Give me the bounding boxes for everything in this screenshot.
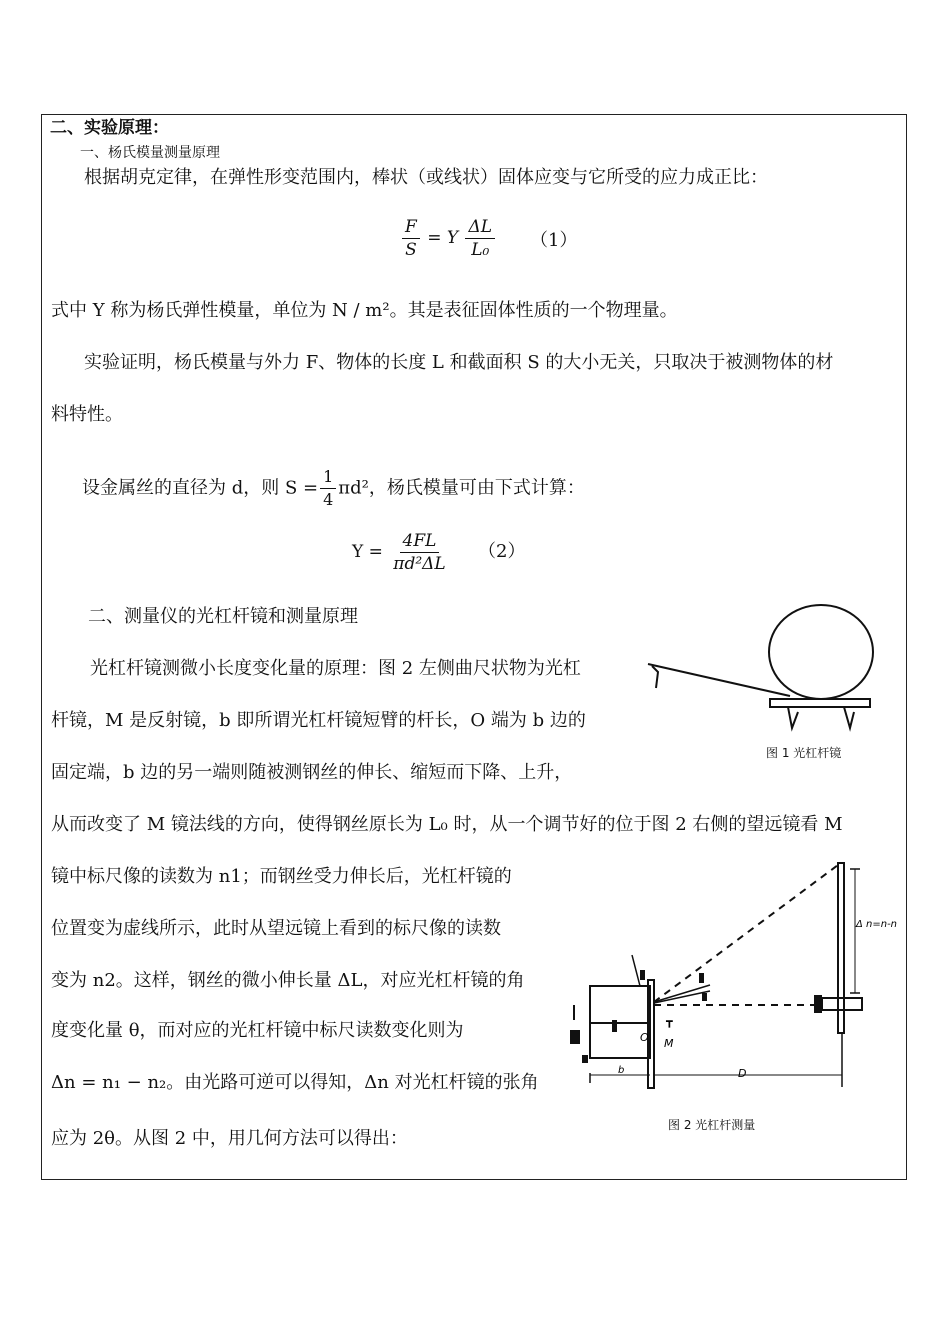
figure-1-optical-lever: [640, 600, 885, 770]
eq1-rhs-num: ΔL: [465, 216, 495, 239]
marker-mid: [612, 1020, 617, 1032]
paragraph-lever-4: 从而改变了 M 镜法线的方向，使得钢丝原长为 L₀ 时，从一个调节好的位于图 2 右侧的望远镜看 M: [51, 814, 843, 835]
eq1-rhs-den: L₀: [471, 240, 490, 260]
fig2-label-M: M: [664, 1037, 674, 1050]
eq1-lhs-den: S: [405, 240, 417, 260]
diameter-text-a: 设金属丝的直径为 d，则 S =: [82, 477, 319, 499]
figure-2-caption: 图 2 光杠杆测量: [668, 1118, 756, 1132]
lever-foot: [652, 666, 658, 688]
lever-platform: [770, 699, 870, 707]
marker-top: [640, 970, 645, 980]
platform-leg-right: [844, 707, 854, 728]
equation-1: [400, 216, 497, 261]
paragraph-unit: 式中 Y 称为杨氏弹性模量，单位为 N / m²。其是表征固体性质的一个物理量。: [51, 300, 678, 321]
lever-arm: [648, 664, 790, 696]
paragraph-diameter: [82, 466, 585, 511]
lever-needle: [632, 955, 640, 986]
telescope-eyepiece: [814, 995, 822, 1013]
paragraph-lever-9: Δn = n₁ − n₂。由光路可逆可以得知，Δn 对光杠杆镜的张角: [51, 1072, 539, 1093]
fig2-label-b: b: [618, 1065, 625, 1076]
platform-leg-left: [788, 707, 798, 728]
paragraph-lever-1: 光杠杆镜测微小长度变化量的原理：图 2 左侧曲尺状物为光杠: [90, 658, 581, 679]
paragraph-lever-5: 镜中标尺像的读数为 n1；而钢丝受力伸长后，光杠杆镜的: [51, 866, 512, 887]
marker-left: [570, 1030, 580, 1044]
eq2-lhs: Y =: [352, 542, 383, 562]
eq2-den: πd²ΔL: [393, 554, 446, 574]
section-heading: 二、实验原理：: [50, 118, 169, 138]
eq2-num: 4FL: [400, 530, 440, 553]
figure-2-measurement: [560, 855, 905, 1095]
marker-bottom: [582, 1055, 588, 1063]
fig2-label-dn: Δ n=n-n: [856, 919, 898, 930]
marker-ray: [699, 973, 704, 983]
diameter-frac-num: 1: [320, 466, 336, 489]
subsection-title-2: 二、测量仪的光杠杆镜和测量原理: [88, 606, 358, 627]
eq1-equals: = Y: [427, 228, 459, 248]
fig2-label-D: D: [738, 1067, 747, 1080]
figure-1-caption: 图 1 光杠杆镜: [766, 746, 842, 760]
fig2-label-tick: ┳: [666, 1015, 673, 1028]
equation-2: [352, 530, 451, 575]
scale-rod: [838, 863, 844, 1033]
diameter-text-b: πd²，杨氏模量可由下式计算：: [338, 477, 585, 499]
eq1-lhs-num: F: [402, 216, 420, 239]
paragraph-lever-10: 应为 2θ。从图 2 中，用几何方法可以得出：: [51, 1128, 408, 1149]
paragraph-lever-7: 变为 n2。这样，钢丝的微小伸长量 ΔL，对应光杠杆镜的角: [51, 970, 525, 991]
diameter-frac-den: 4: [323, 490, 334, 509]
paragraph-lever-3: 固定端，b 边的另一端则随被测钢丝的伸长、缩短而下降、上升，: [51, 762, 573, 783]
wire-pulley-circle: [769, 605, 873, 699]
marker-ray-2: [702, 993, 707, 1001]
subsection-title-1: 一、杨氏模量测量原理: [80, 145, 220, 161]
equation-2-label: （2）: [478, 541, 526, 562]
paragraph-lever-8: 度变化量 θ，而对应的光杠杆镜中标尺读数变化则为: [51, 1020, 464, 1041]
dashed-ray-upper: [654, 865, 838, 1002]
paragraph-lever-2: 杆镜，M 是反射镜，b 即所谓光杠杆镜短臂的杆长，O 端为 b 边的: [51, 710, 586, 731]
equation-1-label: （1）: [530, 230, 578, 251]
paragraph-lever-6: 位置变为虚线所示，此时从望远镜上看到的标尺像的读数: [51, 918, 501, 939]
telescope-body: [822, 998, 862, 1010]
paragraph-experiment-a: 实验证明，杨氏模量与外力 F、物体的长度 L 和截面积 S 的大小无关，只取决于被测物体的材: [84, 352, 834, 373]
fig2-label-O: O: [640, 1031, 649, 1044]
paragraph-hooke: 根据胡克定律，在弹性形变范围内，棒状（或线状）固体应变与它所受的应力成正比：: [84, 167, 768, 188]
paragraph-experiment-b: 料特性。: [51, 404, 123, 425]
